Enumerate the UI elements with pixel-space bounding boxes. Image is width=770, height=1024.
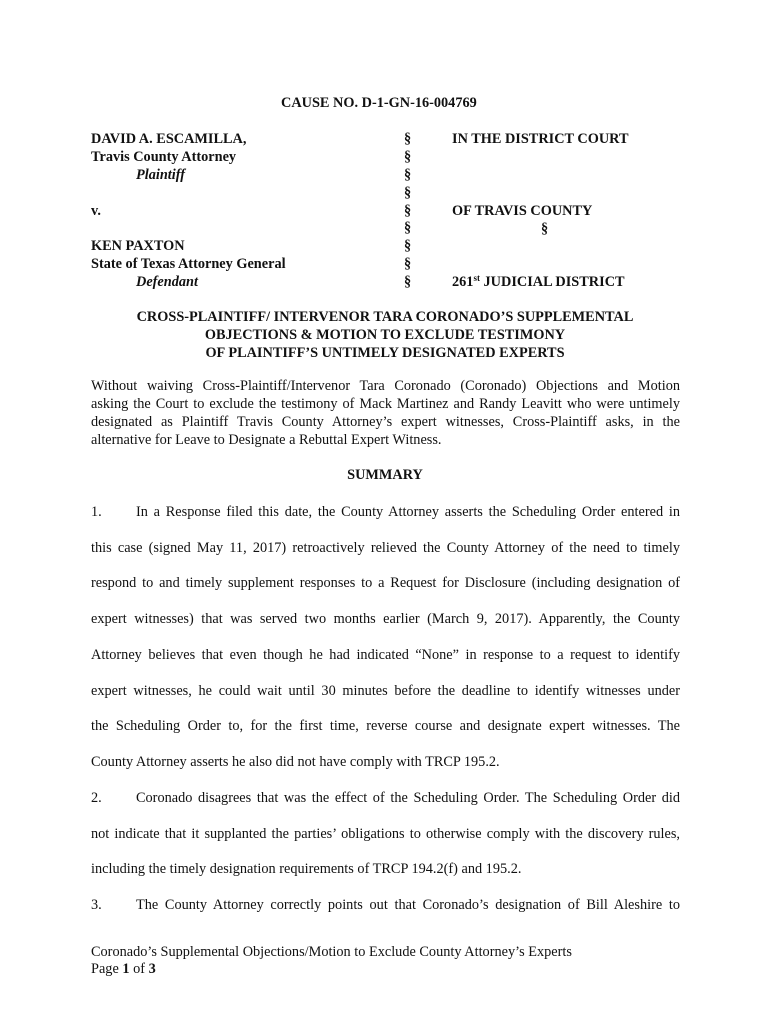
intro-line: alternative for Leave to Designate a Rebuttal Expert Witness. xyxy=(91,432,442,448)
paragraph-line: this case (signed May 11, 2017) retroactively relieved the County Attorney of the need to timely xyxy=(91,540,680,556)
document-title-line-3: OF PLAINTIFF’S UNTIMELY DESIGNATED EXPERTS xyxy=(205,345,565,361)
intro-line: asking the Court to exclude the testimony of Mack Martinez and Randy Leavitt who were untimely xyxy=(91,396,680,412)
county-section-symbol: § xyxy=(541,221,549,237)
paragraph-line: expert witnesses) that was served two months earlier (March 9, 2017). Apparently, the County xyxy=(91,611,680,627)
document-title-line-2: OBJECTIONS & MOTION TO EXCLUDE TESTIMONY xyxy=(204,327,566,343)
section-symbol: § xyxy=(404,203,412,219)
page-indicator: Page 1 of 3 xyxy=(91,961,156,977)
paragraph-line: not indicate that it supplanted the parties’ obligations to otherwise comply with the discovery rules, xyxy=(91,826,680,842)
paragraph-line: County Attorney asserts he also did not have comply with TRCP 195.2. xyxy=(91,754,500,770)
county-name: OF TRAVIS COUNTY xyxy=(452,203,593,219)
defendant-name: KEN PAXTON xyxy=(91,238,185,254)
section-symbol: § xyxy=(404,220,412,236)
plaintiff-title: Travis County Attorney xyxy=(91,149,237,165)
versus: v. xyxy=(91,203,101,219)
paragraph-line: respond to and timely supplement responses to a Request for Disclosure (including designation of xyxy=(91,575,680,591)
plaintiff-name: DAVID A. ESCAMILLA, xyxy=(91,131,247,147)
section-symbol: § xyxy=(404,274,412,290)
court-name: IN THE DISTRICT COURT xyxy=(452,131,629,147)
document-title-line-1: CROSS-PLAINTIFF/ INTERVENOR TARA CORONADO’S SUPPLEMENTAL xyxy=(136,309,634,325)
footer-title: Coronado’s Supplemental Objections/Motion to Exclude County Attorney’s Experts xyxy=(91,944,572,960)
paragraph-number: 2. xyxy=(91,790,102,806)
section-symbol: § xyxy=(404,131,412,147)
paragraph-number: 3. xyxy=(91,897,102,913)
section-symbol: § xyxy=(404,238,412,254)
paragraph-number: 1. xyxy=(91,504,102,520)
paragraph-line: expert witnesses, he could wait until 30 minutes before the deadline to identify witnesses under xyxy=(91,683,680,699)
paragraph-line: In a Response filed this date, the County Attorney asserts the Scheduling Order entered in xyxy=(136,504,680,520)
judicial-district: 261st JUDICIAL DISTRICT xyxy=(452,273,625,290)
summary-heading: SUMMARY xyxy=(347,467,423,483)
defendant-title: State of Texas Attorney General xyxy=(91,256,286,272)
plaintiff-role: Plaintiff xyxy=(136,167,185,183)
paragraph-line: Attorney believes that even though he had indicated “None” in response to a request to identify xyxy=(91,647,680,663)
paragraph-line: the Scheduling Order to, for the first time, reverse course and designate expert witnesses. The xyxy=(91,718,680,734)
section-symbol: § xyxy=(404,149,412,165)
intro-line: designated as Plaintiff Travis County Attorney’s expert witnesses, Cross-Plaintiff asks, in the xyxy=(91,414,680,430)
defendant-role: Defendant xyxy=(136,274,198,290)
intro-line: Without waiving Cross-Plaintiff/Intervenor Tara Coronado (Coronado) Objections and Motion xyxy=(91,378,680,394)
section-symbol: § xyxy=(404,185,412,201)
cause-number: CAUSE NO. D-1-GN-16-004769 xyxy=(281,95,477,111)
paragraph-line: Coronado disagrees that was the effect of the Scheduling Order. The Scheduling Order did xyxy=(136,790,680,806)
paragraph-line: including the timely designation requirements of TRCP 194.2(f) and 195.2. xyxy=(91,861,522,877)
paragraph-line: The County Attorney correctly points out that Coronado’s designation of Bill Aleshire to xyxy=(136,897,680,913)
section-symbol: § xyxy=(404,167,412,183)
section-symbol: § xyxy=(404,256,412,272)
